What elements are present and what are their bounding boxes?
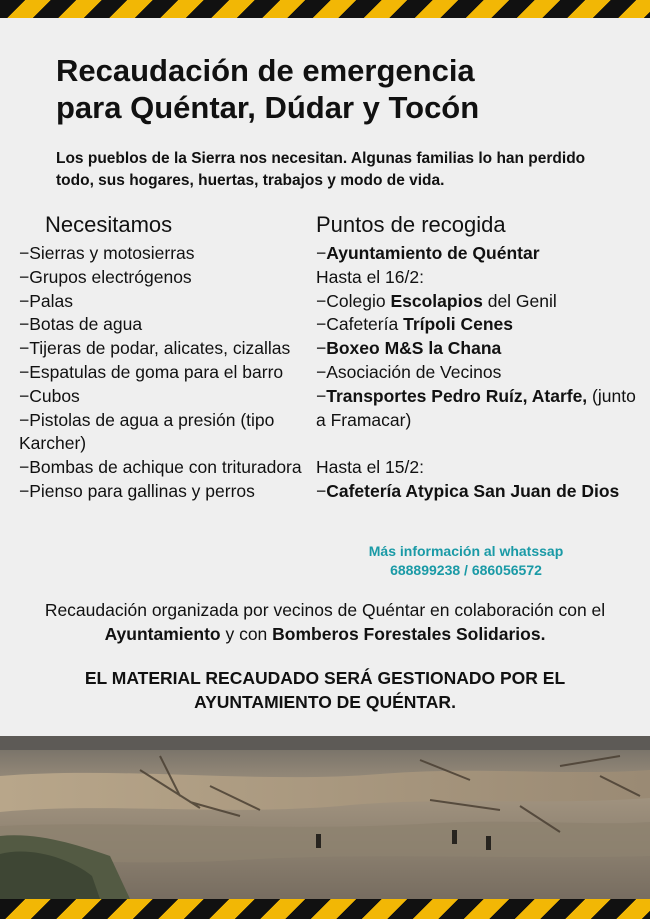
needs-item: −Tijeras de podar, alicates, cizallas [19, 338, 291, 359]
needs-item: −Pienso para gallinas y perros [19, 480, 255, 501]
needs-item: −Pistolas de agua a presión (tipo Karcher) [19, 409, 275, 454]
whatsapp-info [316, 542, 616, 580]
management-notice: EL MATERIAL RECAUDADO SERÁ GESTIONADO POR EL AYUNTAMIENTO DE QUÉNTAR. [84, 668, 566, 712]
collection-point: −Asociación de Vecinos [316, 361, 502, 382]
organizers-text: Recaudación organizada por vecinos de Quéntar en colaboración con el Ayuntamiento y con Bomberos Forestales Solidarios. [44, 600, 606, 644]
needs-column [19, 211, 304, 504]
needs-item: −Grupos electrógenos [19, 266, 192, 287]
needs-item: −Palas [19, 290, 73, 311]
whatsapp-info-label: Más información al whatssap [368, 543, 564, 559]
hazard-stripe-bottom [0, 899, 650, 919]
needs-item: −Bombas de achique con trituradora [19, 457, 302, 478]
page-title [56, 52, 616, 126]
collection-point: −Cafetería Atypica San Juan de Dios [316, 481, 620, 502]
needs-item: −Espatulas de goma para el barro [19, 361, 284, 382]
collection-point: −Cafetería Trípoli Cenes [316, 314, 513, 335]
hazard-stripe-top [0, 0, 650, 18]
collection-points-heading: Puntos de recogida [316, 212, 506, 237]
deadline-label: Hasta el 16/2: [316, 266, 424, 287]
collection-point: −Transportes Pedro Ruíz, Atarfe, (junto a Framacar) [316, 385, 636, 430]
intro-text: Los pueblos de la Sierra nos necesitan. Algunas familias lo han perdido todo, sus hogares, huertas, trabajos y modo de vida. [56, 150, 586, 189]
collection-point: −Colegio Escolapios del Genil [316, 290, 557, 311]
deadline-label: Hasta el 15/2: [316, 457, 424, 478]
collection-point: −Boxeo M&S la Chana [316, 338, 502, 359]
collection-point: −Ayuntamiento de Quéntar [316, 243, 540, 263]
flood-damage-photo [0, 736, 650, 899]
collection-points-column [316, 211, 636, 504]
title-line-2: para Quéntar, Dúdar y Tocón [56, 90, 480, 125]
whatsapp-phone-numbers: 688899238 / 686056572 [390, 562, 542, 578]
title-line-1: Recaudación de emergencia [56, 53, 475, 88]
needs-item: −Sierras y motosierras [19, 243, 195, 263]
needs-item: −Botas de agua [19, 314, 143, 335]
needs-heading: Necesitamos [45, 212, 173, 237]
needs-item: −Cubos [19, 385, 80, 406]
